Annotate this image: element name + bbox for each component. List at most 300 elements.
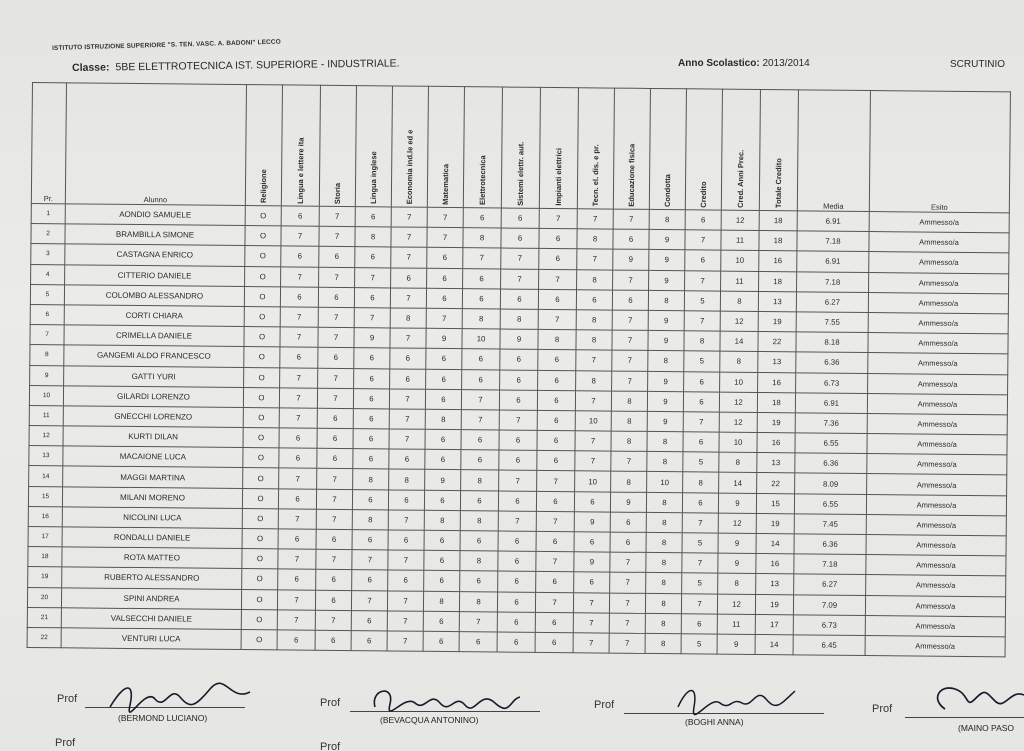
esito-cell: Ammesso/a: [866, 494, 1006, 516]
esito-cell: Ammesso/a: [867, 393, 1007, 415]
grade-cell: 9: [717, 634, 755, 655]
class-label: Classe:: [72, 61, 110, 74]
grade-cell: 6: [613, 229, 649, 250]
grade-cell: 7: [609, 633, 645, 654]
grade-cell: 8: [389, 469, 425, 490]
grade-cell: 7: [611, 451, 647, 472]
subject-label: Impianti elettrici: [553, 148, 564, 207]
prof-label: Prof: [320, 741, 341, 751]
row-number: 16: [28, 506, 62, 527]
media-cell: 7.18: [797, 231, 869, 252]
grade-cell: 6: [318, 287, 354, 308]
grade-cell: 6: [315, 630, 351, 651]
grade-cell: 6: [537, 410, 575, 431]
grade-cell: 7: [577, 209, 613, 230]
media-cell: 6.55: [795, 433, 867, 454]
grade-cell: 7: [609, 613, 645, 634]
grade-cell: O: [244, 327, 280, 348]
grade-cell: 14: [755, 634, 793, 655]
grade-cell: 7: [682, 553, 718, 574]
grade-cell: 6: [278, 569, 316, 590]
grade-cell: 9: [425, 470, 461, 491]
row-number: 10: [29, 385, 63, 406]
esito-cell: Ammesso/a: [868, 333, 1008, 355]
grade-cell: 7: [501, 248, 539, 269]
grade-cell: 9: [574, 552, 610, 573]
grade-cell: 6: [427, 248, 463, 269]
prof-label: Prof: [320, 697, 341, 709]
student-name: GNECCHI LORENZO: [63, 406, 243, 428]
grade-cell: 6: [574, 532, 610, 553]
grade-cell: 6: [390, 368, 426, 389]
col-header-subject: [245, 85, 282, 206]
signature-bermond: [100, 677, 270, 717]
col-header-subject: [685, 89, 722, 210]
subject-label: Storia: [332, 182, 343, 204]
grade-cell: 6: [352, 570, 388, 591]
grade-cell: 9: [574, 512, 610, 533]
grade-cell: 6: [277, 630, 315, 651]
media-cell: 6.73: [796, 372, 868, 393]
media-cell: 6.91: [795, 393, 867, 414]
grade-cell: 19: [757, 412, 795, 433]
grade-cell: 6: [355, 207, 391, 228]
grade-cell: 5: [684, 351, 720, 372]
col-header-subject: [613, 88, 650, 209]
grade-cell: 6: [426, 349, 462, 370]
grade-cell: 13: [758, 291, 796, 312]
grade-cell: O: [243, 387, 279, 408]
media-cell: 6.55: [794, 493, 866, 514]
grade-cell: 7: [538, 309, 576, 330]
grade-cell: 6: [683, 432, 719, 453]
grade-cell: 6: [280, 287, 318, 308]
grade-cell: 6: [497, 592, 535, 613]
grade-cell: 6: [316, 570, 352, 591]
grade-cell: 7: [427, 207, 463, 228]
grade-cell: 6: [499, 450, 537, 471]
grade-cell: O: [242, 488, 278, 509]
grade-cell: 8: [461, 470, 499, 491]
grade-cell: 6: [684, 371, 720, 392]
subject-label: Lingua e lettere ita: [295, 137, 306, 204]
row-number: 7: [30, 325, 64, 346]
grade-cell: 6: [683, 391, 719, 412]
subject-label: Credito: [698, 181, 709, 208]
grade-cell: 6: [535, 612, 573, 633]
grade-cell: 5: [681, 634, 717, 655]
grade-cell: 8: [645, 613, 681, 634]
grade-cell: 9: [610, 492, 646, 513]
grade-cell: 6: [462, 288, 500, 309]
row-number: 13: [29, 446, 63, 467]
signature-name-bevacqua: (BEVACQUA ANTONINO): [380, 715, 479, 725]
grade-cell: 7: [316, 509, 352, 530]
row-number: 8: [30, 345, 64, 366]
grade-cell: 9: [647, 411, 683, 432]
grade-cell: 6: [612, 290, 648, 311]
table-body: [27, 203, 1009, 656]
grade-cell: O: [244, 306, 280, 327]
grade-cell: 18: [759, 231, 797, 252]
grade-cell: 6: [681, 614, 717, 635]
col-header-subject: [759, 89, 798, 210]
grade-cell: 7: [498, 511, 536, 532]
table-header-row: [31, 83, 1010, 213]
grade-cell: 7: [317, 388, 353, 409]
grade-cell: 8: [577, 229, 613, 250]
school-year-label: Anno Scolastico:: [678, 58, 760, 69]
grade-cell: 7: [609, 593, 645, 614]
grade-cell: 9: [647, 391, 683, 412]
grade-cell: 6: [423, 631, 459, 652]
grade-cell: O: [242, 508, 278, 529]
grade-cell: 7: [576, 350, 612, 371]
signature-maino: [925, 679, 1024, 719]
grade-cell: 7: [354, 308, 390, 329]
media-cell: 6.27: [796, 292, 868, 313]
grade-cell: 6: [351, 610, 387, 631]
row-number: 14: [29, 466, 63, 487]
grade-cell: 7: [613, 209, 649, 230]
student-name: COLOMBO ALESSANDRO: [64, 285, 244, 307]
grade-cell: 8: [645, 593, 681, 614]
row-number: 2: [31, 224, 65, 245]
grade-cell: 6: [463, 208, 501, 229]
grade-cell: 10: [647, 472, 683, 493]
grade-cell: 18: [759, 210, 797, 231]
grade-cell: 7: [280, 327, 318, 348]
grade-cell: 8: [649, 209, 685, 230]
grade-cell: 7: [390, 288, 426, 309]
grade-cell: 7: [279, 408, 317, 429]
grade-cell: 8: [646, 532, 682, 553]
grade-cell: 7: [281, 226, 319, 247]
row-number: 6: [30, 304, 64, 325]
institute-name: ISTITUTO ISTRUZIONE SUPERIORE "S. TEN. VASC. A. BADONI" LECCO: [52, 38, 281, 52]
grade-cell: 16: [756, 554, 794, 575]
grade-cell: 8: [353, 469, 389, 490]
media-cell: 6.36: [796, 352, 868, 373]
media-cell: 6.45: [793, 635, 865, 656]
grade-cell: 6: [536, 491, 574, 512]
grade-cell: 7: [391, 247, 427, 268]
esito-cell: Ammesso/a: [866, 514, 1006, 536]
media-cell: 7.18: [794, 554, 866, 575]
media-cell: 6.36: [795, 453, 867, 474]
subject-label: Tecn. el. dis. e pr.: [590, 144, 601, 207]
grade-cell: 6: [352, 489, 388, 510]
grade-cell: 6: [462, 349, 500, 370]
grade-cell: O: [242, 549, 278, 570]
grade-cell: 7: [278, 549, 316, 570]
grade-cell: 7: [463, 248, 501, 269]
grade-cell: 6: [354, 287, 390, 308]
grade-cell: 9: [649, 230, 685, 251]
grade-cell: 6: [498, 491, 536, 512]
grade-cell: 6: [278, 529, 316, 550]
grade-cell: 6: [500, 349, 538, 370]
subject-label: Religione: [258, 169, 269, 204]
grade-cell: O: [244, 367, 280, 388]
esito-cell: Ammesso/a: [866, 555, 1006, 577]
col-header-esito: Esito: [869, 91, 1010, 213]
grade-cell: 8: [463, 228, 501, 249]
grade-cell: 6: [537, 430, 575, 451]
student-name: CITTERIO DANIELE: [65, 264, 245, 286]
grade-cell: 6: [424, 490, 460, 511]
grade-cell: 7: [575, 390, 611, 411]
grade-cell: 12: [717, 594, 755, 615]
grade-cell: 16: [758, 372, 796, 393]
grade-cell: 6: [463, 268, 501, 289]
col-header-media: Media: [797, 90, 870, 212]
grade-cell: 11: [717, 614, 755, 635]
signature-boghi: [670, 681, 820, 721]
grade-cell: 9: [648, 331, 684, 352]
student-name: RONDALLI DANIELE: [62, 527, 242, 549]
grade-cell: 10: [719, 432, 757, 453]
grade-cell: 6: [426, 288, 462, 309]
grade-cell: 8: [423, 591, 459, 612]
subject-label: Sistemi elettr. aut.: [515, 141, 526, 206]
grade-cell: 8: [684, 331, 720, 352]
media-cell: 7.55: [796, 312, 868, 333]
grade-cell: 6: [424, 530, 460, 551]
student-name: CRIMELLA DANIELE: [64, 325, 244, 347]
school-year: [678, 58, 810, 69]
grade-cell: 6: [576, 289, 612, 310]
school-year-value: 2013/2014: [762, 58, 810, 69]
grade-cell: 19: [756, 513, 794, 534]
signature-bevacqua: [365, 679, 535, 719]
grade-cell: 7: [280, 307, 318, 328]
grade-cell: 6: [281, 246, 319, 267]
grade-cell: 6: [351, 631, 387, 652]
grade-cell: 7: [279, 388, 317, 409]
grade-cell: 6: [353, 449, 389, 470]
grade-cell: 10: [575, 411, 611, 432]
grade-cell: 8: [576, 370, 612, 391]
grade-cell: 7: [577, 249, 613, 270]
grade-cell: 6: [500, 289, 538, 310]
esito-cell: Ammesso/a: [866, 575, 1006, 597]
media-cell: 7.36: [795, 413, 867, 434]
grade-cell: 8: [460, 551, 498, 572]
class-line: [72, 57, 400, 74]
grade-cell: 6: [390, 348, 426, 369]
student-name: AONDIO SAMUELE: [65, 204, 245, 226]
grade-cell: O: [241, 609, 277, 630]
esito-cell: Ammesso/a: [865, 595, 1005, 617]
grade-cell: 12: [719, 392, 757, 413]
grade-cell: 6: [389, 449, 425, 470]
grade-cell: 7: [537, 471, 575, 492]
grade-cell: 7: [318, 368, 354, 389]
grade-cell: 7: [427, 227, 463, 248]
grade-cell: 11: [721, 271, 759, 292]
grade-cell: 6: [499, 390, 537, 411]
grade-cell: 6: [352, 530, 388, 551]
grade-cell: 7: [612, 371, 648, 392]
esito-cell: Ammesso/a: [868, 373, 1008, 395]
grade-cell: 8: [720, 291, 758, 312]
grade-cell: O: [243, 448, 279, 469]
grade-cell: 14: [720, 331, 758, 352]
row-number: 5: [30, 284, 64, 305]
grade-cell: 6: [281, 206, 319, 227]
grade-cell: 6: [537, 451, 575, 472]
grade-cell: 7: [351, 590, 387, 611]
grade-cell: 6: [388, 530, 424, 551]
student-name: VALSECCHI DANIELE: [61, 608, 241, 630]
grade-cell: 8: [576, 310, 612, 331]
grade-cell: O: [245, 226, 281, 247]
grade-cell: 7: [317, 469, 353, 490]
grade-cell: 7: [318, 307, 354, 328]
grade-cell: 8: [611, 472, 647, 493]
grade-cell: 14: [756, 533, 794, 554]
row-number: 11: [29, 405, 63, 426]
grade-cell: 6: [536, 531, 574, 552]
grade-cell: 7: [319, 267, 355, 288]
grade-cell: 7: [573, 612, 609, 633]
grade-cell: O: [244, 347, 280, 368]
grade-cell: 19: [758, 311, 796, 332]
grade-cell: 7: [352, 550, 388, 571]
grade-cell: 6: [353, 388, 389, 409]
grade-cell: 9: [613, 249, 649, 270]
grade-cell: 10: [721, 250, 759, 271]
grade-cell: 14: [719, 473, 757, 494]
grade-cell: 7: [501, 269, 539, 290]
grade-cell: 6: [536, 572, 574, 593]
grade-cell: 7: [316, 549, 352, 570]
grade-cell: 6: [682, 492, 718, 513]
grade-cell: 6: [461, 450, 499, 471]
grade-cell: 8: [577, 269, 613, 290]
prof-label: Prof: [57, 693, 78, 705]
grade-cell: 7: [277, 589, 315, 610]
grade-cell: 7: [315, 610, 351, 631]
row-number: 9: [30, 365, 64, 386]
grade-cell: O: [243, 407, 279, 428]
grade-cell: 9: [648, 371, 684, 392]
student-name: SPINI ANDREA: [61, 587, 241, 609]
grade-cell: 7: [388, 550, 424, 571]
grade-cell: 9: [648, 310, 684, 331]
student-name: CASTAGNA ENRICO: [65, 244, 245, 266]
grade-cell: 8: [719, 452, 757, 473]
grade-cell: 6: [354, 368, 390, 389]
grade-cell: 7: [612, 310, 648, 331]
grades-table: [27, 82, 1011, 657]
grade-cell: 8: [648, 290, 684, 311]
grade-cell: 5: [682, 533, 718, 554]
grade-cell: 18: [757, 392, 795, 413]
grade-cell: 6: [317, 428, 353, 449]
row-number: 20: [27, 587, 61, 608]
grade-cell: 12: [720, 311, 758, 332]
grade-cell: 12: [718, 513, 756, 534]
grade-cell: 6: [425, 389, 461, 410]
grade-cell: 13: [757, 453, 795, 474]
grade-cell: 9: [649, 270, 685, 291]
grade-cell: 9: [718, 493, 756, 514]
esito-cell: Ammesso/a: [869, 252, 1009, 274]
grade-cell: 5: [684, 291, 720, 312]
class-value: 5BE ELETTROTECNICA IST. SUPERIORE - INDUSTRIALE.: [115, 57, 400, 74]
student-name: GATTI YURI: [64, 365, 244, 387]
grade-cell: 7: [278, 509, 316, 530]
prof-label: Prof: [594, 699, 615, 711]
student-name: CORTI CHIARA: [64, 305, 244, 327]
grade-cell: 17: [755, 614, 793, 635]
media-cell: 6.36: [794, 534, 866, 555]
student-name: MACAIONE LUCA: [63, 446, 243, 468]
grade-cell: O: [245, 266, 281, 287]
grade-cell: 12: [719, 412, 757, 433]
grade-cell: O: [245, 246, 281, 267]
row-number: 18: [28, 547, 62, 568]
grade-cell: 6: [423, 611, 459, 632]
grade-cell: 8: [460, 510, 498, 531]
signature-name-maino: (MAINO PASO: [958, 723, 1015, 733]
student-name: RUBERTO ALESSANDRO: [62, 567, 242, 589]
grade-cell: 6: [460, 531, 498, 552]
grade-cell: 7: [281, 266, 319, 287]
student-name: BRAMBILLA SIMONE: [65, 224, 245, 246]
grade-cell: 18: [759, 271, 797, 292]
esito-cell: Ammesso/a: [866, 535, 1006, 557]
grade-cell: 7: [459, 611, 497, 632]
grade-cell: 5: [683, 452, 719, 473]
grade-cell: 8: [683, 472, 719, 493]
grade-cell: 7: [389, 429, 425, 450]
subject-label: Educazione fisica: [626, 143, 637, 207]
grade-cell: 7: [539, 269, 577, 290]
grade-cell: O: [241, 629, 277, 650]
grade-cell: 8: [647, 431, 683, 452]
grade-cell: 7: [612, 350, 648, 371]
grade-cell: 6: [354, 348, 390, 369]
grade-cell: 7: [499, 410, 537, 431]
grade-cell: 7: [319, 206, 355, 227]
esito-cell: Ammesso/a: [868, 353, 1008, 375]
grade-cell: 6: [317, 449, 353, 470]
scrutinio-title: SCRUTINIO: [950, 59, 1005, 70]
grade-cell: 7: [319, 226, 355, 247]
grade-cell: 6: [535, 632, 573, 653]
grade-cell: 8: [424, 510, 460, 531]
grade-cell: 8: [355, 227, 391, 248]
grade-cell: 6: [391, 268, 427, 289]
grade-cell: 7: [539, 208, 577, 229]
col-header-subject: [355, 86, 392, 207]
grade-cell: 7: [610, 572, 646, 593]
subject-label: Condotta: [662, 174, 673, 208]
prof-label: Prof: [872, 703, 893, 715]
grade-cell: 7: [681, 593, 717, 614]
grade-cell: 6: [318, 348, 354, 369]
grade-cell: 6: [501, 228, 539, 249]
grade-cell: 7: [316, 489, 352, 510]
col-header-subject: [463, 87, 502, 208]
student-name: KURTI DILAN: [63, 426, 243, 448]
grade-cell: 5: [682, 573, 718, 594]
esito-cell: Ammesso/a: [869, 232, 1009, 254]
grade-cell: 7: [461, 389, 499, 410]
